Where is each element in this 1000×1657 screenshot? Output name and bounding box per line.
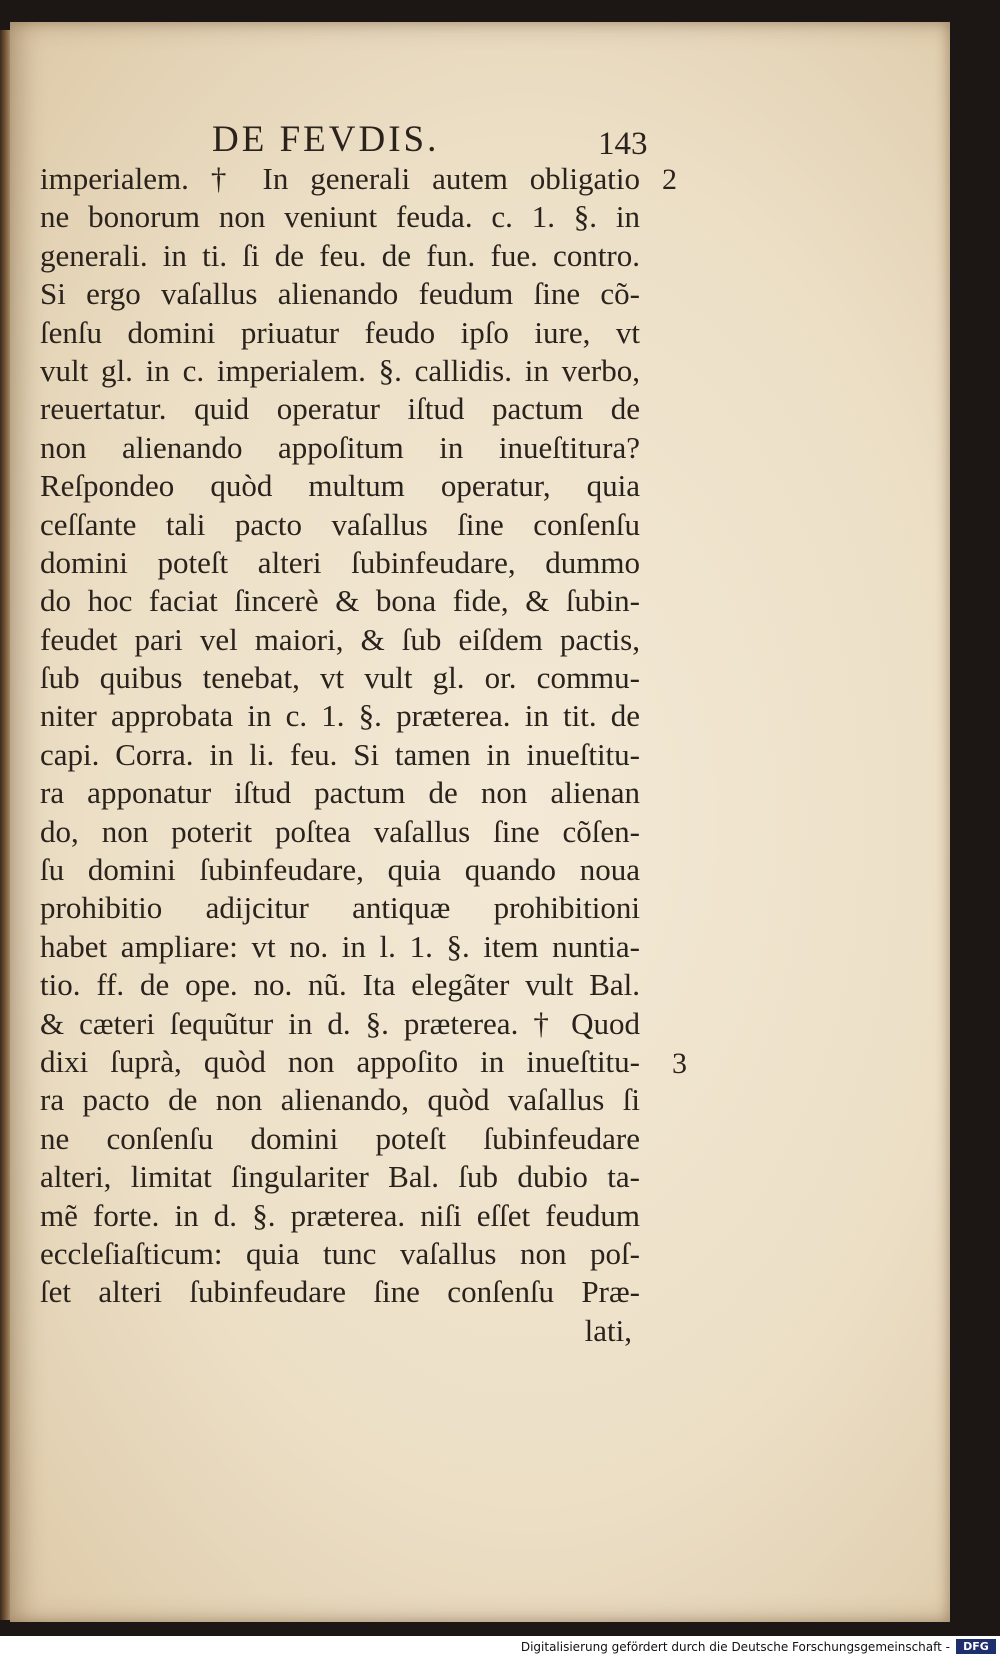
text-line: & cæteri ſequũtur in d. §. præterea. † Quod [40, 1005, 640, 1041]
text-line: feudet pari vel maiori, & ſub eiſdem pactis, [40, 621, 640, 657]
text-line: imperialem. † In generali autem obligatio [40, 161, 640, 196]
text-line: do hoc faciat ſincerè & bona fide, & ſubin- [40, 583, 640, 619]
text-line: vult gl. in c. imperialem. §. callidis. in verbo, [40, 352, 640, 388]
text-line: ſenſu domini priuatur feudo ipſo iure, vt [40, 314, 640, 350]
marginal-number: 2 [662, 163, 677, 196]
text-line: dixi ſuprà, quòd non appoſito in inueſtitu- [40, 1043, 640, 1079]
text-line: generali. in ti. ſi de feu. de fun. fue. contro. [40, 237, 640, 273]
text-line: Reſpondeo quòd multum operatur, quia [40, 468, 640, 504]
page-number: 143 [598, 126, 648, 162]
digitization-credit: Digitalisierung gefördert durch die Deutsche Forschungsgemeinschaft - [520, 1640, 950, 1654]
text-line: eccleſiaſticum: quia tunc vaſallus non poſ- [40, 1235, 640, 1271]
text-line: ceſſante tali pacto vaſallus ſine conſenſu [40, 506, 640, 542]
running-head: DE FEVDIS. [212, 119, 440, 160]
text-line: ra apponatur iſtud pactum de non alienan [40, 775, 640, 811]
text-line: ra pacto de non alienando, quòd vaſallus ſi [40, 1082, 640, 1118]
text-line: reuertatur. quid operatur iſtud pactum de [40, 391, 640, 427]
text-line: habet ampliare: vt no. in l. 1. §. item nuntia- [40, 928, 640, 964]
text-line: mẽ forte. in d. §. præterea. niſi eſſet feudum [40, 1197, 640, 1233]
text-line: prohibitio adijcitur antiquæ prohibitioni [40, 890, 640, 926]
text-line: ſub quibus tenebat, vt vult gl. or. commu- [40, 660, 640, 696]
text-line: capi. Corra. in li. feu. Si tamen in inueſtitu- [40, 736, 640, 772]
text-line: alteri, limitat ſingulariter Bal. ſub dubio ta- [40, 1159, 640, 1195]
dfg-logo: DFG [956, 1639, 996, 1654]
text-line: tio. ff. de ope. no. nũ. Ita elegãter vult Bal. [40, 967, 640, 1003]
text-line: niter approbata in c. 1. §. præterea. in tit. de [40, 698, 640, 734]
marginal-number: 3 [672, 1047, 687, 1080]
text-line: ſu domini ſubinfeudare, quia quando noua [40, 852, 640, 888]
body-text [40, 160, 640, 1350]
text-line: domini poteſt alteri ſubinfeudare, dummo [40, 544, 640, 580]
text-line: ſet alteri ſubinfeudare ſine conſenſu Præ- [40, 1274, 640, 1310]
text-line: Si ergo vaſallus alienando feudum ſine cõ- [40, 276, 640, 312]
text-line: ne conſenſu domini poteſt ſubinfeudare [40, 1120, 640, 1156]
text-line: non alienando appoſitum in inueſtitura? [40, 429, 640, 465]
catchword: lati, [584, 1312, 632, 1348]
text-line: ne bonorum non veniunt feuda. c. 1. §. in [40, 199, 640, 235]
text-line: do, non poterit poſtea vaſallus ſine cõſen- [40, 813, 640, 849]
